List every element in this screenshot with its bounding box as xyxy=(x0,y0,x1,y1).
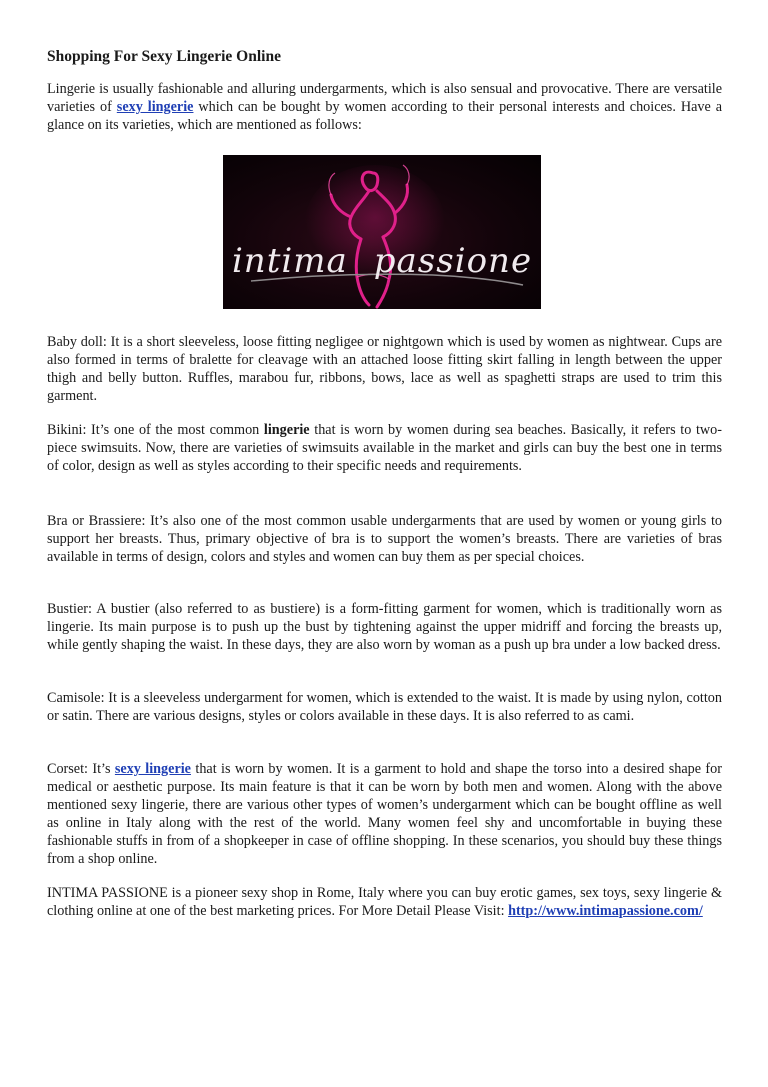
baby-doll-paragraph: Baby doll: It is a short sleeveless, loose fitting negligee or nightgown which is used by women as nightwear. Cups are also formed in terms of bralette for cleavage with an attached loose fitting skirt falling in length between the upper thigh and belly button. Ruffles, marabou fur, ribbons, bows, lace as well as spaghetti straps are used to trim this garment. xyxy=(47,334,722,404)
closing-text: INTIMA PASSIONE is a pioneer sexy shop in Rome, Italy where you can buy erotic games, sex toys, sexy lingerie & clothing online at one of the best marketing prices. For More Detail Please Visit: xyxy=(47,885,722,919)
closing-paragraph xyxy=(47,884,722,920)
corset-text-start: Corset: It’s xyxy=(47,761,115,777)
bra-paragraph: Bra or Brassiere: It’s also one of the most common usable undergarments that are used by women or young girls to support her breasts. Thus, primary objective of bra is to support the women’s breasts. There are varieties of bras available in terms of design, colors and styles and women can buy them as per special choices. xyxy=(47,513,722,565)
logo-word-passione: passione xyxy=(373,241,533,281)
silhouette-graphic xyxy=(223,155,541,309)
intima-passione-logo xyxy=(223,155,541,309)
intro-text-end: which can be bought by women according to their personal interests and choices. Have a glance on its varieties, which are mentioned as follows: xyxy=(47,99,723,133)
corset-paragraph xyxy=(47,760,722,868)
camisole-paragraph: Camisole: It is a sleeveless undergarment for women, which is extended to the waist. It is made by using nylon, cotton or satin. There are various designs, styles or colors available in these days. It is also referred to as cami. xyxy=(47,690,722,724)
sexy-lingerie-link[interactable]: sexy lingerie xyxy=(116,99,194,115)
bikini-text-start: Bikini: It’s one of the most common xyxy=(47,422,264,438)
lingerie-bold-term: lingerie xyxy=(263,422,310,438)
sexy-lingerie-link-2[interactable]: sexy lingerie xyxy=(114,761,191,777)
intro-paragraph xyxy=(47,80,722,134)
bikini-paragraph xyxy=(47,421,722,475)
intro-text-start: Lingerie is usually fashionable and alluring undergarments, which is also sensual and provocative. There are versatile varieties of xyxy=(47,81,722,115)
logo-wordmark xyxy=(223,241,541,281)
corset-text-end: that is worn by women. It is a garment to hold and shape the torso into a desired shape for medical or aesthetic purpose. Its main feature is that it can be worn by both men and women. Along with the above mentioned sexy lingerie, there are various other types of women’s undergarment which can be bought offline as well as online in Italy along with the rest of the world. Many women feel shy and uncomfortable in buying these fashionable stuffs in from of a shopkeeper in case of offline shopping. In these scenarios, you should buy these things from a shop online. xyxy=(47,761,722,867)
website-link[interactable]: http://www.intimapassione.com/ xyxy=(508,903,703,919)
logo-word-intima: intima xyxy=(231,241,348,281)
bikini-text-end: that is worn by women during sea beaches. Basically, it refers to two-piece swimsuits. Now, there are varieties of swimsuits available in the market and girls can buy the best one in terms of color, design as well as styles according to their specific needs and requirements. xyxy=(47,422,722,474)
bustier-paragraph: Bustier: A bustier (also referred to as bustiere) is a form-fitting garment for women, which is traditionally worn as lingerie. Its main purpose is to push up the bust by tightening against the upper midriff and forcing the breasts up, while gently shaping the waist. In these days, they are also worn by woman as a push up bra under a low backed dress. xyxy=(47,601,722,653)
page-title: Shopping For Sexy Lingerie Online xyxy=(47,48,281,65)
